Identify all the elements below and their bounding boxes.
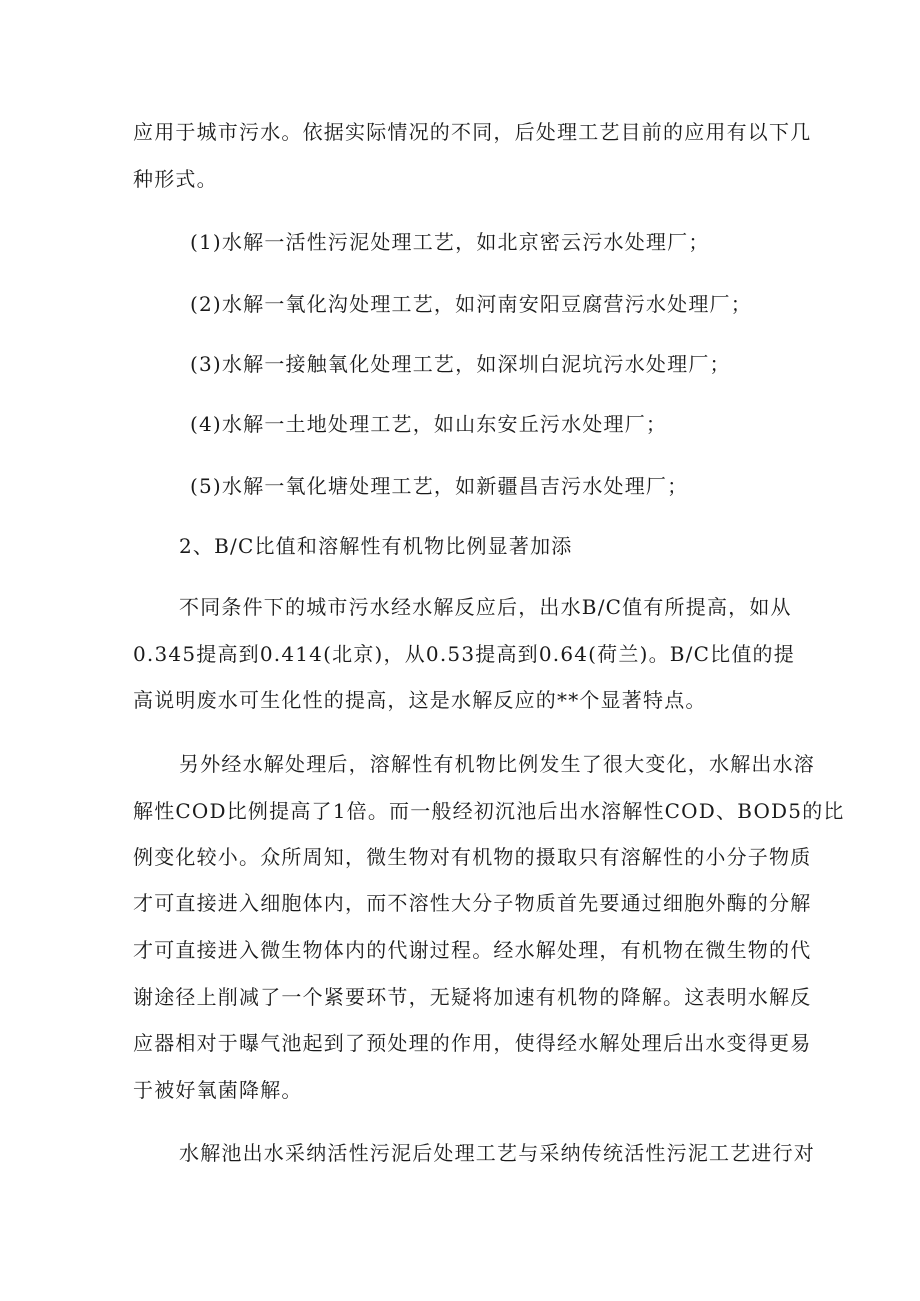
paragraph2-line-8: 于被好氧菌降解。 [133,1078,303,1102]
list-item-4: (4)水解一土地处理工艺，如山东安丘污水处理厂； [190,412,668,436]
intro-line-2: 种形式。 [133,167,218,191]
paragraph1-line-2: 0.345提高到0.414(北京)，从0.53提高到0.64(荷兰)。B/C比值的提 [133,642,795,666]
paragraph2-line-5: 才可直接进入微生物体内的代谢过程。经水解处理，有机物在微生物的代 [133,938,812,962]
paragraph2-line-2: 解性COD比例提高了1倍。而一般经初沉池后出水溶解性COD、BOD5的比 [133,799,845,823]
list-item-1: (1)水解一活性污泥处理工艺，如北京密云污水处理厂； [190,230,710,254]
paragraph2-line-7: 应器相对于曝气池起到了预处理的作用，使得经水解处理后出水变得更易 [133,1031,812,1055]
paragraph2-line-4: 才可直接进入细胞体内，而不溶性大分子物质首先要通过细胞外酶的分解 [133,891,812,915]
paragraph1-line-3: 高说明废水可生化性的提高，这是水解反应的**个显著特点。 [133,688,707,712]
paragraph2-line-3: 例变化较小。众所周知，微生物对有机物的摄取只有溶解性的小分子物质 [133,845,812,869]
paragraph3-line-1: 水解池出水采纳活性污泥后处理工艺与采纳传统活性污泥工艺进行对 [179,1141,815,1165]
list-item-5: (5)水解一氧化塘处理工艺，如新疆昌吉污水处理厂； [190,474,689,498]
list-item-3: (3)水解一接触氧化处理工艺，如深圳白泥坑污水处理厂； [190,352,731,376]
section-heading: 2、B/C比值和溶解性有机物比例显著加添 [179,534,573,558]
paragraph2-line-6: 谢途径上削减了一个紧要环节，无疑将加速有机物的降解。这表明水解反 [133,985,812,1009]
list-item-2: (2)水解一氧化沟处理工艺，如河南安阳豆腐营污水处理厂； [190,292,752,316]
paragraph2-line-1: 另外经水解处理后，溶解性有机物比例发生了很大变化，水解出水溶 [179,752,815,776]
intro-line-1: 应用于城市污水。依据实际情况的不同，后处理工艺目前的应用有以下几 [133,120,812,144]
paragraph1-line-1: 不同条件下的城市污水经水解反应后，出水B/C值有所提高，如从 [179,595,792,619]
